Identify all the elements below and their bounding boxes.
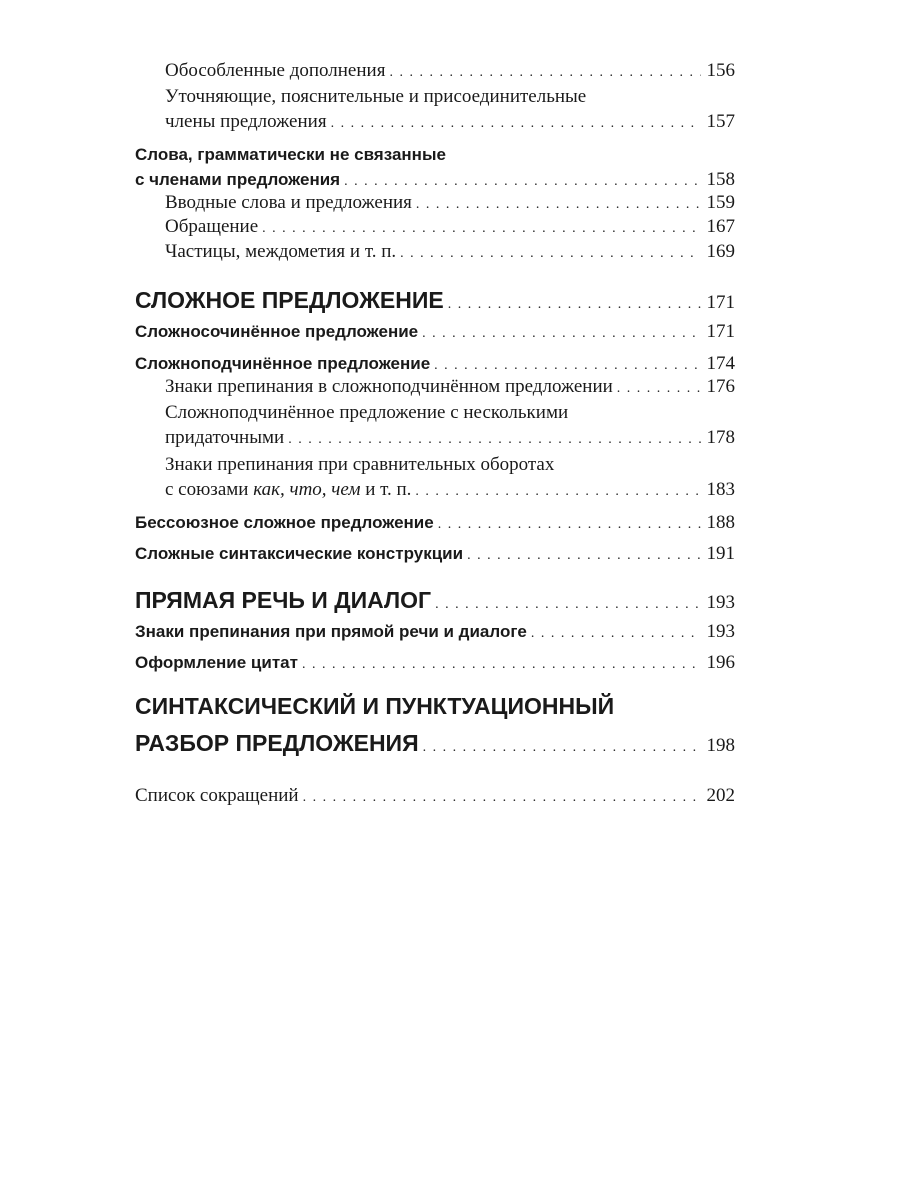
toc-section-title: Знаки препинания при прямой речи и диалоге: [135, 622, 527, 641]
toc-entry[interactable]: [165, 111, 735, 133]
toc-section-title-line1: Слова, грамматически не связанные: [135, 145, 446, 164]
toc-section-entry[interactable]: [135, 621, 735, 643]
toc-entry[interactable]: [165, 376, 735, 398]
toc-section-title: Оформление цитат: [135, 653, 298, 672]
toc-section-entry[interactable]: [135, 512, 735, 534]
toc-page-number: 176: [706, 376, 735, 397]
toc-page-number: 188: [706, 512, 735, 533]
toc-entry-title: Список сокращений: [135, 785, 299, 806]
toc-page-number: 159: [706, 192, 735, 213]
toc-entry-title-line1: Сложноподчинённое предложение с несколькими: [165, 402, 569, 423]
toc-chapter-title: РАЗБОР ПРЕДЛОЖЕНИЯ: [135, 730, 419, 756]
toc-page-number: 158: [706, 169, 735, 190]
toc-section-entry[interactable]: [135, 169, 735, 191]
toc-entry-title: Вводные слова и предложения: [165, 192, 412, 213]
toc-page-number: 167: [706, 216, 735, 237]
toc-page-number: 202: [706, 785, 735, 806]
toc-chapter-title: ПРЯМАЯ РЕЧЬ И ДИАЛОГ: [135, 587, 432, 613]
toc-chapter-title: СЛОЖНОЕ ПРЕДЛОЖЕНИЕ: [135, 287, 444, 313]
toc-section-title: Сложные синтаксические конструкции: [135, 544, 464, 563]
toc-page-number: 157: [706, 111, 735, 132]
toc-page-number: 193: [706, 621, 735, 642]
toc-entry[interactable]: [165, 216, 735, 238]
dot-leader: [422, 326, 700, 342]
toc-entry[interactable]: [165, 60, 735, 82]
toc-page-number: 171: [706, 321, 735, 342]
toc-page-number: 196: [706, 652, 735, 673]
toc-page-number: 193: [706, 592, 735, 613]
toc-entry-title: придаточными: [165, 427, 285, 448]
toc-entry[interactable]: [165, 479, 735, 501]
dot-leader: [303, 790, 701, 806]
toc-entry-title-line1: Знаки препинания при сравнительных оборотах: [165, 454, 555, 475]
toc-entry-title: члены предложения: [165, 111, 327, 132]
title-italic-conjunctions: как, что, чем: [253, 479, 361, 500]
toc-chapter-entry[interactable]: [135, 287, 735, 314]
dot-leader: [531, 626, 701, 642]
dot-leader: [344, 174, 700, 190]
toc-section-title: с членами предложения: [135, 170, 341, 189]
dot-leader: [434, 358, 700, 374]
dot-leader: [262, 221, 700, 237]
toc-entry[interactable]: [165, 241, 735, 263]
toc-chapter-entry[interactable]: [135, 587, 735, 614]
toc-entry-title: [165, 479, 411, 501]
dot-leader: [435, 597, 700, 613]
toc-page-number: 169: [706, 241, 735, 262]
toc-page-number: 198: [706, 735, 735, 756]
toc-section-entry[interactable]: [135, 321, 735, 343]
toc-page-number: 178: [706, 427, 735, 448]
toc-chapter-entry[interactable]: [135, 730, 735, 757]
title-suffix: и т. п.: [360, 479, 412, 500]
toc-page-number: 171: [706, 292, 735, 313]
dot-leader: [288, 432, 700, 448]
dot-leader: [416, 197, 701, 213]
toc-entry-title: Обособленные дополнения: [165, 60, 386, 81]
dot-leader: [400, 246, 700, 262]
toc-entry[interactable]: [165, 192, 735, 214]
toc-entry-title: Частицы, междометия и т. п.: [165, 241, 397, 262]
toc-chapter-title-line1: СИНТАКСИЧЕСКИЙ И ПУНКТУАЦИОННЫЙ: [135, 693, 615, 719]
toc-section-title: Сложносочинённое предложение: [135, 322, 419, 341]
dot-leader: [448, 297, 701, 313]
dot-leader: [302, 657, 701, 673]
toc-entry-title-line1: Уточняющие, пояснительные и присоединительные: [165, 86, 587, 107]
toc-entry-title: Обращение: [165, 216, 259, 237]
toc-section-entry[interactable]: [135, 652, 735, 674]
dot-leader: [438, 517, 701, 533]
dot-leader: [467, 548, 700, 564]
dot-leader: [331, 116, 701, 132]
toc-entry[interactable]: [165, 427, 735, 449]
dot-leader: [389, 65, 700, 81]
toc-section-entry[interactable]: [135, 543, 735, 565]
toc-page-number: 191: [706, 543, 735, 564]
toc-entry-title: Знаки препинания в сложноподчинённом предложении: [165, 376, 613, 397]
toc-section-title: Бессоюзное сложное предложение: [135, 513, 434, 532]
toc-section-entry[interactable]: [135, 353, 735, 375]
toc-entry[interactable]: [135, 785, 735, 807]
toc-page-number: 183: [706, 479, 735, 500]
dot-leader: [423, 740, 701, 756]
title-prefix: с союзами: [165, 479, 254, 500]
dot-leader: [617, 381, 701, 397]
toc-section-title: Сложноподчинённое предложение: [135, 354, 431, 373]
toc-page-number: 156: [706, 60, 735, 81]
toc-page-number: 174: [706, 353, 735, 374]
dot-leader: [415, 484, 700, 500]
